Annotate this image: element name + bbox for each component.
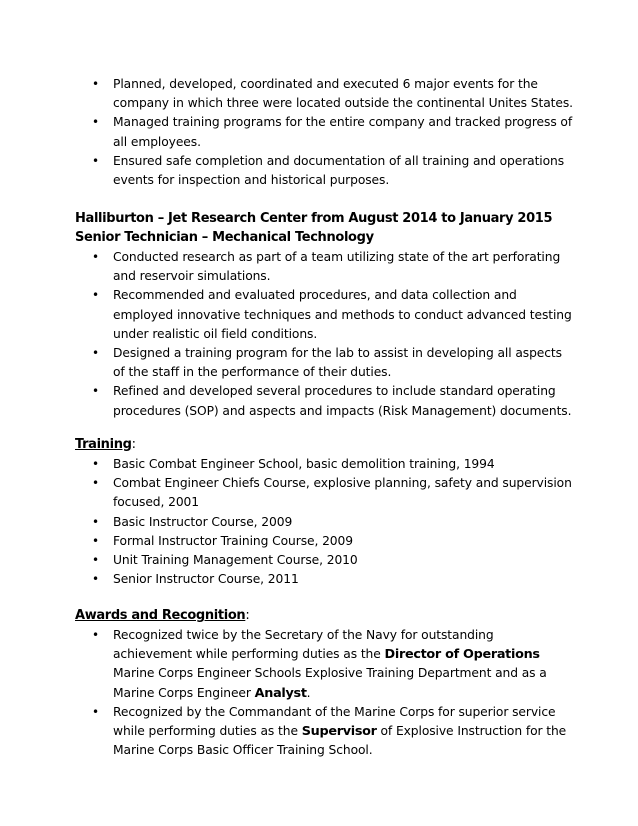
list-item: • Basic Combat Engineer School, basic demolition training, 1994 bbox=[0, 455, 573, 474]
list-item: • Refined and developed several procedures to include standard operating procedures (SOP) and aspects and impacts (Risk Management) documents. bbox=[92, 384, 572, 418]
bullet-icon: • bbox=[92, 115, 99, 130]
role-emphasis: Analyst bbox=[254, 685, 307, 701]
list-item: • Combat Engineer Chiefs Course, explosive planning, safety and supervision focused, 2001 bbox=[92, 476, 572, 510]
intro-bullet-list bbox=[0, 75, 638, 190]
bullet-icon: • bbox=[92, 250, 99, 264]
training-section bbox=[0, 455, 638, 589]
list-item: • Conducted research as part of a team utilizing state of the art perforating and reservoir simulations. bbox=[92, 250, 561, 284]
training-heading: Training: bbox=[75, 437, 136, 452]
role-emphasis: Director of Operations bbox=[384, 647, 540, 663]
role-emphasis: Supervisor bbox=[301, 724, 377, 740]
list-item: • Basic Instructor Course, 2009 bbox=[0, 513, 573, 532]
halliburton-section bbox=[0, 248, 638, 421]
list-item: • Recommended and evaluated procedures, and data collection and employed innovative techniques and methods to conduct advanced testing under realistic oil field conditions. bbox=[92, 288, 572, 341]
list-item: • Senior Instructor Course, 2011 bbox=[0, 570, 573, 589]
bullet-icon: • bbox=[92, 384, 99, 399]
awards-heading: Awards and Recognition: bbox=[75, 608, 250, 623]
bullet-icon: • bbox=[92, 288, 99, 303]
list-item: • Formal Instructor Training Course, 2009 bbox=[0, 532, 573, 551]
awards-bullet-list bbox=[0, 626, 638, 760]
bullet-icon: • bbox=[92, 514, 99, 529]
intro-section bbox=[0, 75, 638, 190]
bullet-icon: • bbox=[92, 628, 99, 642]
training-bullet-list bbox=[0, 455, 638, 589]
list-item: • Managed training programs for the entire company and tracked progress of all employees. bbox=[92, 115, 573, 149]
bullet-icon: • bbox=[92, 457, 99, 471]
list-item: • Planned, developed, coordinated and executed 6 major events for the company in which three were located outside the continental Unites States. bbox=[92, 77, 573, 111]
bullet-icon: • bbox=[92, 572, 99, 587]
list-item: • Ensured safe completion and documentation of all training and operations events for inspection and historical purposes. bbox=[92, 153, 565, 188]
bullet-icon: • bbox=[92, 704, 99, 719]
list-item: • Designed a training program for the lab to assist in developing all aspects of the staff in the performance of their duties. bbox=[92, 346, 562, 380]
bullet-icon: • bbox=[92, 153, 99, 168]
halliburton-bullet-list bbox=[0, 248, 638, 421]
bullet-icon: • bbox=[92, 346, 99, 361]
job-title: Senior Technician – Mechanical Technology bbox=[75, 230, 374, 245]
list-item: • Unit Training Management Course, 2010 bbox=[0, 551, 573, 570]
bullet-icon: • bbox=[92, 533, 99, 548]
list-item: • Recognized by the Commandant of the Marine Corps for superior service while performing duties as the Supervisor of Explosive Instruction for the Marine Corps Basic Officer Training School. bbox=[92, 704, 567, 758]
employer-heading: Halliburton – Jet Research Center from August 2014 to January 2015 bbox=[75, 211, 553, 226]
list-item: • Recognized twice by the Secretary of the Navy for outstanding achievement while performing duties as the Director of Operations Marine Corps Engineer Schools Explosive Training Department and as a Marine Corps Engineer Analyst. bbox=[92, 628, 547, 701]
awards-section bbox=[0, 626, 638, 760]
bullet-icon: • bbox=[92, 77, 99, 91]
bullet-icon: • bbox=[92, 553, 99, 568]
bullet-icon: • bbox=[92, 476, 99, 491]
